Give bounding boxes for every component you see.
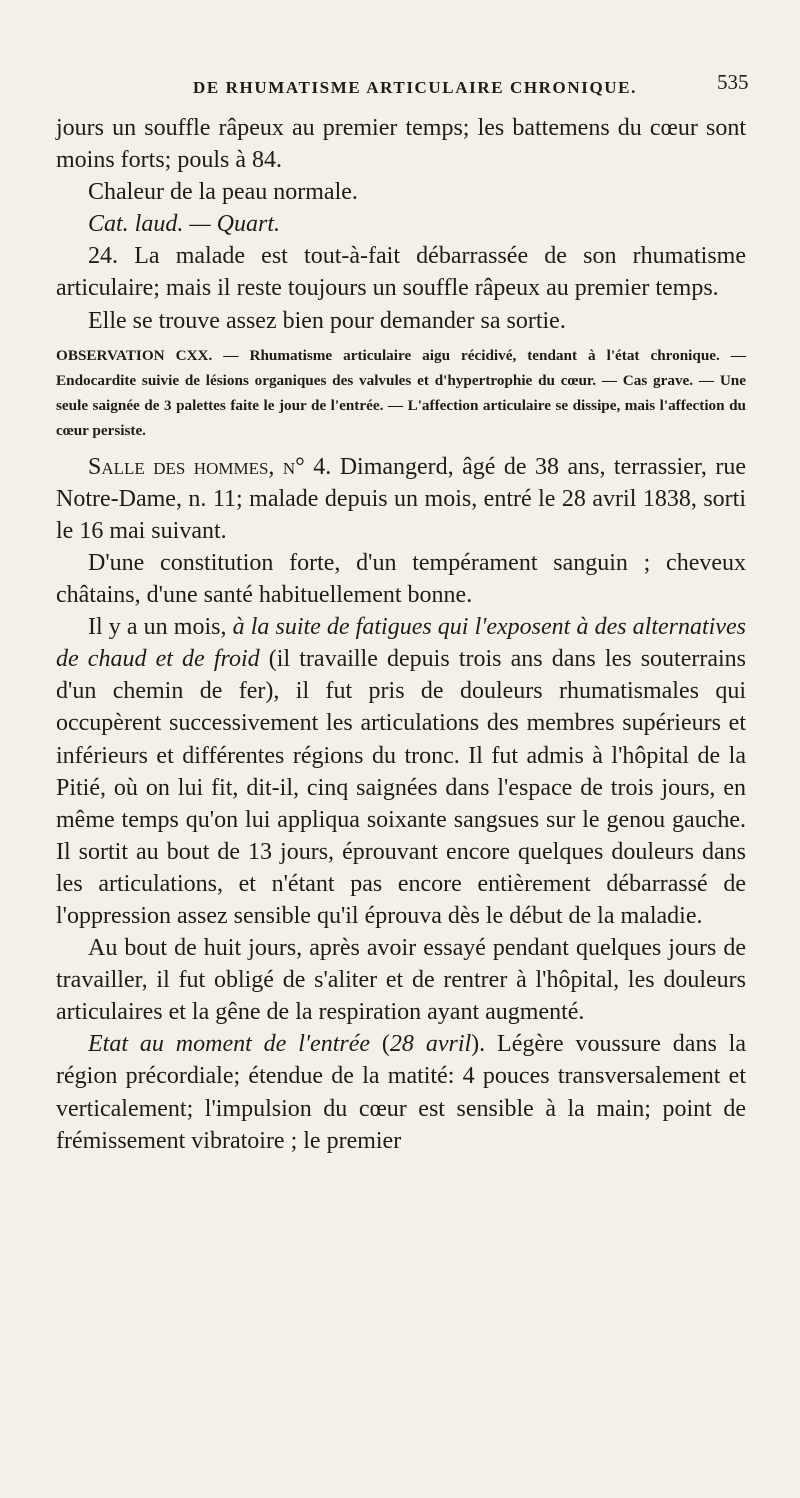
paragraph: Cat. laud. — Quart. — [88, 211, 281, 238]
paragraph: 24. La malade est tout-à-fait débarrassée de son rhumatisme articulaire; mais il reste toujours un souffle râpeux au premier temps. — [56, 243, 746, 302]
italic-span: Etat au moment de l'entrée — [88, 1031, 371, 1058]
page-number: 535 — [717, 70, 749, 94]
observation-summary: OBSERVATION CXX. — Rhumatisme articulaire aigu récidivé, tendant à l'état chronique. — Endocardite suivie de lésions organiques des valvules et d'hypertrophie du cœur. — Cas grave. — Une seule saignée de 3 palettes faite le jour de l'entrée. — L'affection articulaire se dissipe, mais l'affection du cœur persiste. — [56, 346, 746, 439]
paragraph: jours un souffle râpeux au premier temps; les battemens du cœur sont moins forts; pouls à 84. — [56, 115, 746, 174]
page-body — [56, 112, 746, 1157]
paragraph — [56, 1028, 746, 1156]
text-span: Il y a un mois, — [88, 614, 233, 641]
text-span: Dimangerd, âgé de 38 ans, terrassier, rue Notre-Dame, n. 11; malade depuis un mois, entré le 28 avril 1838, sorti le 16 mai suivant. — [56, 453, 746, 544]
paragraph: D'une constitution forte, d'un tempérament sanguin ; cheveux châtains, d'une santé habituellement bonne. — [56, 549, 746, 609]
text-span: ). Légère voussure dans la région précordiale; étendue de la matité: 4 pouces transversalement et verticalement; l'impulsion du cœur est sensible à la main; point de frémissement vibratoire ; le premier — [56, 1031, 747, 1154]
paragraph: Chaleur de la peau normale. — [88, 179, 358, 206]
ward-label: Salle des hommes, n° 4. — [88, 453, 332, 480]
running-header: DE RHUMATISME ARTICULAIRE CHRONIQUE. — [193, 78, 637, 97]
text-span: (il travaille depuis trois ans dans les souterrains d'un chemin de fer), il fut pris de douleurs rhumatismales qui occupèrent successivement les articulations des membres supérieurs et inférieurs et différentes régions du tronc. Il fut admis à l'hôpital de la Pitié, où on lui fit, dit-il, cinq saignées dans l'espace de trois jours, en même temps qu'on lui appliqua soixante sangsues sur le genou gauche. Il sortit au bout de 13 jours, éprouvant encore quelques douleurs dans les articulations, et n'étant pas encore entièrement débarrassé de l'oppression assez sensible qu'il éprouva dès le début de la maladie. — [56, 646, 747, 929]
paragraph: Au bout de huit jours, après avoir essayé pendant quelques jours de travailler, il fut obligé de s'aliter et de rentrer à l'hôpital, les douleurs articulaires et la gêne de la respiration ayant augmenté. — [56, 935, 746, 1026]
italic-span: 28 avril — [389, 1031, 472, 1058]
italic-span: à la suite de fatigues qui l'exposent à des alternatives de chaud et de froid — [56, 614, 746, 673]
paragraph: Elle se trouve assez bien pour demander sa sortie. — [88, 307, 566, 334]
paragraph — [56, 451, 746, 547]
paragraph — [56, 611, 746, 932]
text-span: ( — [370, 1031, 390, 1058]
